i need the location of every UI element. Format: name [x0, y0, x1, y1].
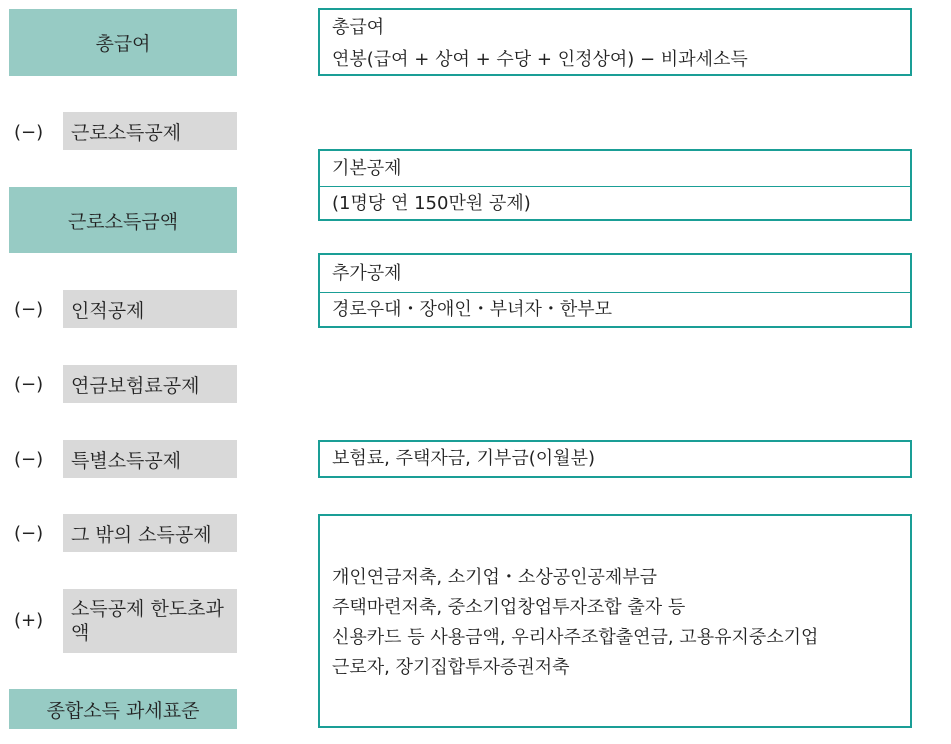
- other-deduction-label: 그 밖의 소득공제: [71, 523, 212, 546]
- additional-deduction-note: [318, 253, 912, 328]
- earned-income-deduction-label: 근로소득공제: [71, 121, 182, 144]
- earned-income-deduction-box: [63, 112, 237, 150]
- special-deduction-box: [63, 440, 237, 478]
- minus-sign: (−): [14, 122, 44, 143]
- minus-sign: (−): [14, 374, 44, 395]
- gross-salary-formula: 연봉(급여 + 상여 + 수당 + 인정상여) − 비과세소득: [332, 49, 748, 70]
- earned-income-amount-label: 근로소득금액: [67, 210, 179, 233]
- excess-deduction-box: [63, 589, 237, 653]
- personal-deduction-box: [63, 290, 237, 328]
- pension-deduction-label: 연금보험료공제: [71, 374, 200, 397]
- tax-base-box: [9, 689, 237, 729]
- basic-deduction-title: 기본공제: [332, 158, 402, 179]
- minus-sign: (−): [14, 299, 44, 320]
- minus-sign: (−): [14, 523, 44, 544]
- gross-salary-note-title: 총급여: [332, 17, 385, 38]
- pension-deduction-box: [63, 365, 237, 403]
- special-deduction-note: [318, 440, 912, 478]
- excess-deduction-label: 소득공제 한도초과액: [71, 598, 224, 644]
- other-deduction-note-line: 근로자, 장기집합투자증권저축: [332, 657, 570, 678]
- other-deduction-note-line: 개인연금저축, 소기업・소상공인공제부금: [332, 567, 658, 588]
- minus-sign: (−): [14, 449, 44, 470]
- gross-salary-label: 총급여: [95, 33, 151, 55]
- basic-deduction-detail: (1명당 연 150만원 공제): [332, 193, 531, 214]
- gross-salary-note: [318, 8, 912, 76]
- other-deduction-note: [318, 514, 912, 728]
- other-deduction-note-line: 신용카드 등 사용금액, 우리사주조합출연금, 고용유지중소기업: [332, 627, 819, 648]
- other-deduction-box: [63, 514, 237, 552]
- tax-base-label: 종합소득 과세표준: [46, 699, 200, 722]
- gross-salary-box: [9, 9, 237, 76]
- additional-deduction-title: 추가공제: [332, 263, 402, 284]
- personal-deduction-label: 인적공제: [71, 299, 145, 322]
- special-deduction-note-text: 보험료, 주택자금, 기부금(이월분): [332, 448, 595, 469]
- plus-sign: (+): [14, 610, 44, 631]
- additional-deduction-detail: 경로우대・장애인・부녀자・한부모: [332, 299, 613, 320]
- special-deduction-label: 특별소득공제: [71, 449, 182, 472]
- earned-income-amount-box: [9, 187, 237, 253]
- basic-deduction-note: [318, 149, 912, 221]
- other-deduction-note-line: 주택마련저축, 중소기업창업투자조합 출자 등: [332, 597, 686, 618]
